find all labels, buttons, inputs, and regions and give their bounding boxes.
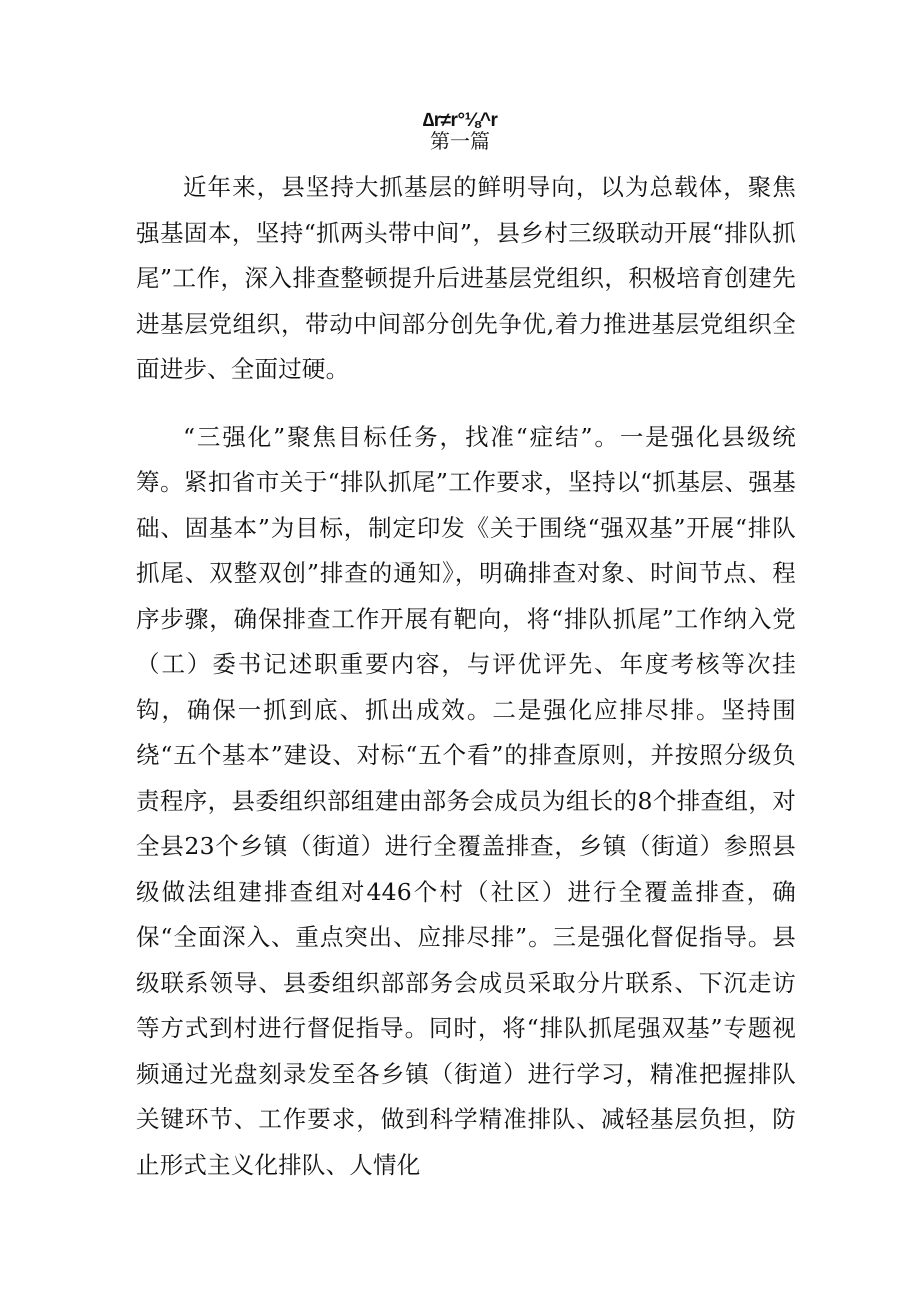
garbled-header-text: ∆r≠r°⅛^r xyxy=(422,110,498,131)
document-title: 第一篇 xyxy=(430,129,490,153)
paragraph-three-strengthen: “三强化”聚焦目标任务，找准“症结”。一是强化县级统筹。紧扣省市关于“排队抓尾”工作要求，坚持以“抓基层、强基础、固基本”为目标，制定印发《关于围绕“强双基”开展“排队抓尾、双整双创”排查的通知》，明确排查对象、时间节点、程序步骤，确保排查工作开展有靶向，将“排队抓尾”工作纳入党（工）委书记述职重要内容，与评优评先、年度考核等次挂钩，确保一抓到底、抓出成效。二是强化应排尽排。坚持围绕“五个基本”建设、对标“五个看”的排查原则，并按照分级负责程序，县委组织部组建由部务会成员为组长的8个排查组，对全县23个乡镇（街道）进行全覆盖排查，乡镇（街道）参照县级做法组建排查组对446个村（社区）进行全覆盖排查，确保“全面深入、重点突出、应排尽排”。三是强化督促指导。县级联系领导、县委组织部部务会成员采取分片联系、下沉走访等方式到村进行督促指导。同时，将“排队抓尾强双基”专题视频通过光盘刻录发至各乡镇（街道）进行学习，精准把握排队关键环节、工作要求，做到科学精准排队、减轻基层负担，防止形式主义化排队、人情化 xyxy=(136,422,796,1179)
document-body xyxy=(136,165,796,1188)
paragraph-intro: 近年来，县坚持大抓基层的鲜明导向，以为总载体，聚焦强基固本，坚持“抓两头带中间”，县乡村三级联动开展“排队抓尾”工作，深入排查整顿提升后进基层党组织，积极培育创建先进基层党组织，带动中间部分创先争优,着力推进基层党组织全面进步、全面过硬。 xyxy=(136,173,796,383)
